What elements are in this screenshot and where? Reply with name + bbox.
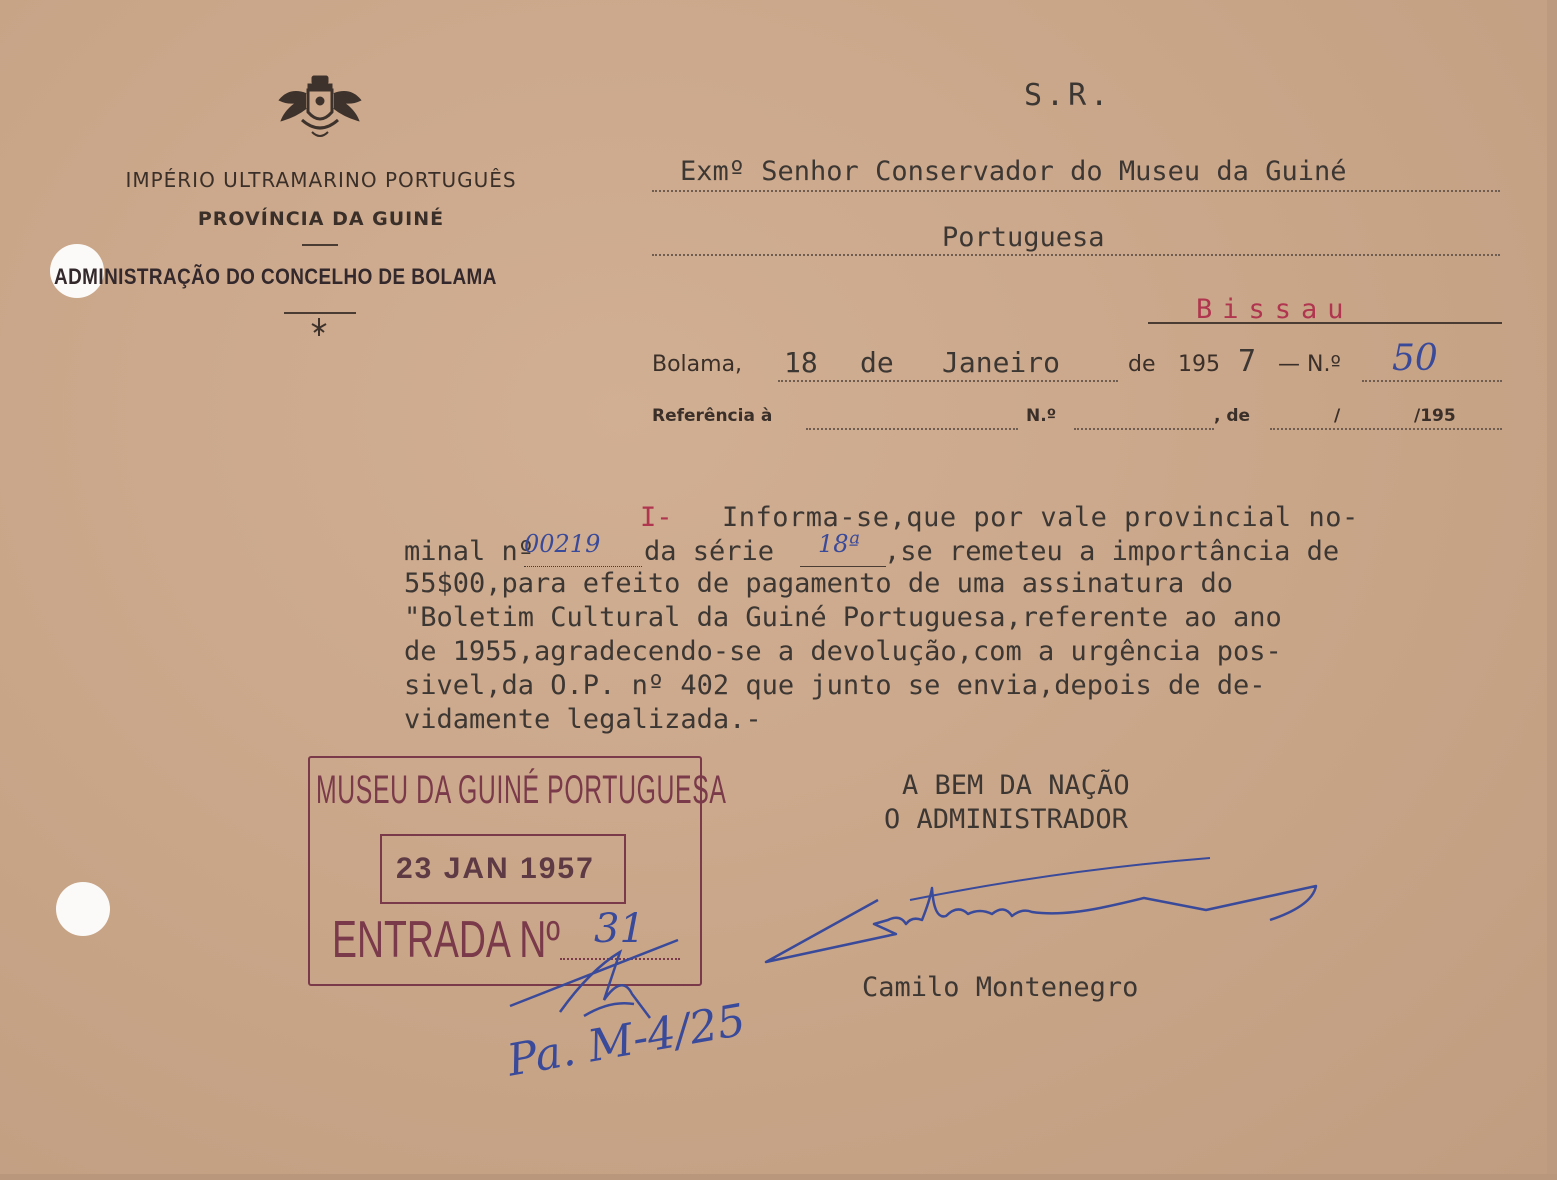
body-line-2b: da série xyxy=(644,536,775,567)
vale-number-rule xyxy=(524,566,642,567)
stamp-title: MUSEU DA GUINÉ PORTUGUESA xyxy=(316,768,727,812)
body-line-4: "Boletim Cultural da Guiné Portuguesa,referente ao ano xyxy=(404,602,1282,633)
dateline-month: Janeiro xyxy=(942,346,1061,379)
body-line-2a: minal nº xyxy=(404,536,535,567)
reference-year: /195 xyxy=(1414,406,1456,426)
dateline-number-rule xyxy=(1362,380,1502,382)
paper-edge-right xyxy=(1547,0,1557,1180)
reference-rule-3 xyxy=(1270,428,1502,430)
body-line-1: Informa-se,que por vale provincial no- xyxy=(722,502,1359,533)
signature-scribble xyxy=(760,850,1340,970)
letterhead-administration: ADMINISTRAÇÃO DO CONCELHO DE BOLAMA xyxy=(54,264,497,289)
vale-number: 00219 xyxy=(524,530,601,558)
coat-of-arms-icon xyxy=(272,74,368,150)
reference-number-label: N.º xyxy=(1026,406,1057,426)
body-line-5: de 1955,agradecendo-se a devolução,com a urgência pos- xyxy=(404,636,1282,667)
dateline-number: 50 xyxy=(1392,338,1438,379)
reference-de-label: , de xyxy=(1214,406,1251,426)
dateline-day: 18 xyxy=(784,346,818,379)
letterhead-divider xyxy=(302,244,338,246)
closing-line-1: A BEM DA NAÇÃO xyxy=(902,770,1130,801)
service-mark: S.R. xyxy=(1024,78,1113,113)
dateline-number-label: — N.º xyxy=(1278,352,1341,377)
addressee-line-2-rule xyxy=(652,254,1500,256)
filing-annotation: Pa. M-4/25 xyxy=(503,994,750,1087)
signatory-name: Camilo Montenegro xyxy=(862,972,1139,1003)
letterhead-rule xyxy=(284,312,356,314)
addressee-line-1-rule xyxy=(652,190,1500,192)
dateline-year-prefix: 195 xyxy=(1178,352,1220,377)
stamp-entry-number: 31 xyxy=(594,906,645,952)
serie-number: 18ª xyxy=(818,530,860,558)
dateline-place: Bolama, xyxy=(652,352,743,377)
punch-hole-bottom xyxy=(56,882,110,936)
letterhead-province: PROVÍNCIA DA GUINÉ xyxy=(197,208,445,230)
reference-slash: / xyxy=(1334,406,1341,426)
ornament-icon xyxy=(308,316,330,338)
stamp-entry-label: ENTRADA Nº xyxy=(332,911,560,969)
serie-rule xyxy=(800,566,886,567)
reference-label: Referência à xyxy=(652,406,773,426)
reference-rule-2 xyxy=(1074,428,1214,430)
body-line-7: vidamente legalizada.- xyxy=(404,704,762,735)
destination-city: Bissau xyxy=(1196,294,1354,325)
body-line-3: 55$00,para efeito de pagamento de uma assinatura do xyxy=(404,568,1234,599)
addressee-line-1: Exmº Senhor Conservador do Museu da Guiné xyxy=(680,156,1347,187)
body-marker: I- xyxy=(640,502,673,533)
dateline-year-suffix: 7 xyxy=(1238,344,1257,379)
stamp-date: 23 JAN 1957 xyxy=(396,852,595,885)
addressee-line-2: Portuguesa xyxy=(942,222,1105,253)
dateline-de-2: de xyxy=(1128,352,1156,377)
body-line-2c: ,se remeteu a importância de xyxy=(884,536,1340,567)
closing-line-2: O ADMINISTRADOR xyxy=(884,804,1128,835)
reference-rule-1 xyxy=(806,428,1018,430)
city-underline xyxy=(1148,322,1502,324)
paper-edge-bottom xyxy=(0,1174,1557,1180)
letterhead-empire: IMPÉRIO ULTRAMARINO PORTUGUÊS xyxy=(125,168,517,192)
dateline-de-1: de xyxy=(860,346,894,379)
dateline-date-rule xyxy=(778,380,1118,382)
body-line-6: sivel,da O.P. nº 402 que junto se envia,depois de de- xyxy=(404,670,1266,701)
